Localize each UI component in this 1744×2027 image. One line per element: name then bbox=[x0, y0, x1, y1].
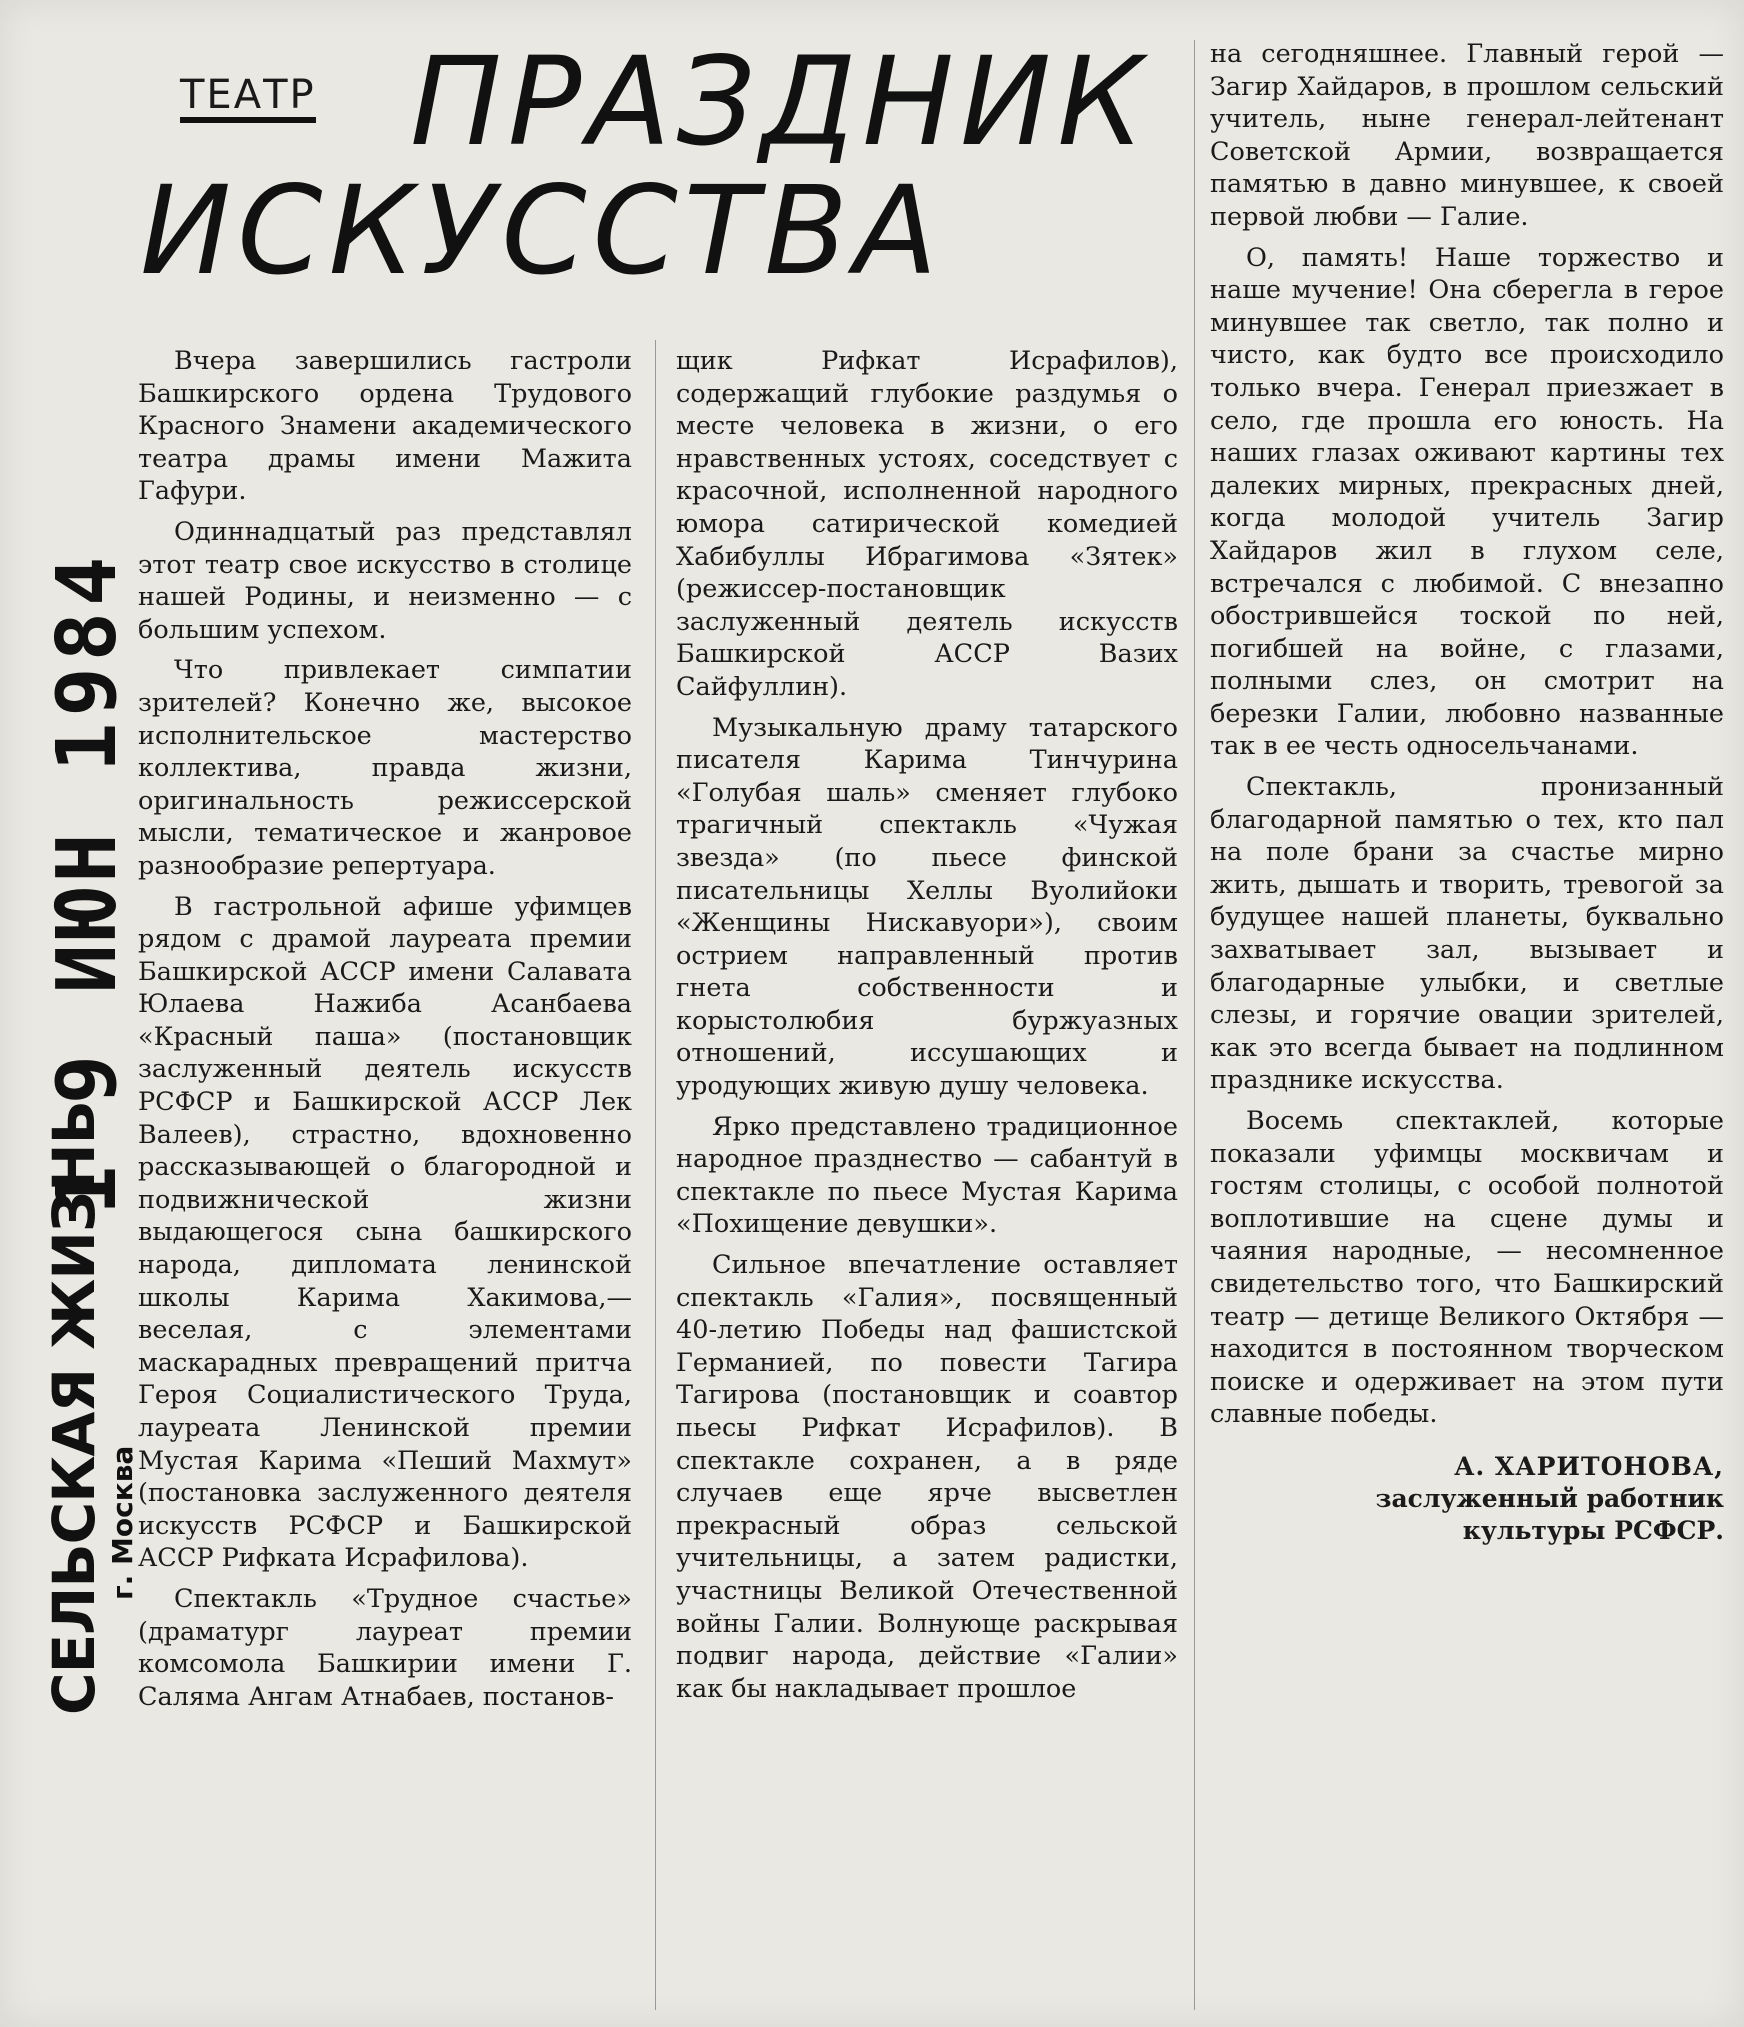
paragraph: Что привлекает симпатии зрителей? Конечно же, высокое исполнительское мастерство коллектива, правда жизни, оригинальность режиссерской мысли, тематическое и жанровое разнообразие репертуара. bbox=[138, 655, 632, 881]
paragraph: Музыкальную драму татарского писателя Карима Тинчурина «Голубая шаль» сменяет глубоко трагичный спектакль «Чужая звезда» (по пьесе финской писательницы Хеллы Вуолийоки «Женщины Нискавуори»), своим острием направленный против гнета собственности и корыстолюбия буржуазных отношений, иссушающих и уродующих живую душу человека. bbox=[676, 712, 1178, 1102]
author-title-line-2: культуры РСФСР. bbox=[1462, 1515, 1724, 1545]
paragraph: Сильное впечатление оставляет спектакль «Галия», посвященный 40-летию Победы над фашистской Германией, по повести Тагира Тагирова (постановщик и соавтор пьесы Рифкат Исрафилов). В спектакле сохранен, а в ряде случаев еще ярче высветлен прекрасный образ сельской учительницы, а затем радистки, участницы Великой Отечественной войны Галии. Волнующе раскрывая подвиг народа, действие «Галии» как бы накладывает прошлое bbox=[676, 1250, 1178, 1704]
paragraph: Ярко представлено традиционное народное празднество — сабантуй в спектакле по пьесе Мустая Карима «Похищение девушки». bbox=[676, 1111, 1178, 1240]
rubric-label: ТЕАТР bbox=[180, 75, 316, 123]
paragraph: Восемь спектаклей, которые показали уфимцы москвичам и гостям столицы, с особой полнотой воплотившие на сцене думы и чаяния народные, — несомненное свидетельство того, что Башкирский театр — детище Великого Октября — находится в постоянном творческом поиске и одерживает на этом пути славные победы. bbox=[1210, 1106, 1724, 1430]
date-stamp: 1 9 ИЮН 1984 bbox=[40, 550, 135, 1215]
article-column-1 bbox=[138, 345, 632, 1721]
headline-line-2: ИСКУССТВА bbox=[140, 160, 944, 303]
author-name: А. ХАРИТОНОВА, bbox=[1454, 1451, 1724, 1481]
paragraph: на сегодняшнее. Главный герой — Загир Хайдаров, в прошлом сельский учитель, ныне генерал-лейтенант Советской Армии, возвращается памятью в давно минувшее, к своей первой любви — Галие. bbox=[1210, 39, 1724, 232]
column-divider bbox=[1194, 40, 1195, 2010]
article-column-3 bbox=[1210, 38, 1724, 1547]
paragraph: Вчера завершились гастроли Башкирского ордена Трудового Красного Знамени академического театра драмы имени Мажита Гафури. bbox=[138, 346, 632, 507]
paragraph: Спектакль, пронизанный благодарной памятью о тех, кто пал на поле брани за счастье мирно жить, дышать и творить, тревогой за будущее нашей планеты, буквально захватывает зал, вызывает и благодарные улыбки, и светлые слезы, и горячие овации зрителей, как это всегда бывает на подлинном празднике искусства. bbox=[1210, 772, 1724, 1096]
paragraph: О, память! Наше торжество и наше мучение! Она сберегла в герое минувшее так светло, так полно и чисто, как будто все происходило только вчера. Генерал приезжает в село, где прошла его юность. На наших глазах оживают картины тех далеких мирных, прекрасных дней, когда молодой учитель Загир Хайдаров жил в глухом селе, встречался с любимой. С внезапно обострившейся тоской по ней, погибшей на войне, с глазами, полными слез, он смотрит на березки Галии, любовно названные так в ее честь односельчанами. bbox=[1210, 242, 1724, 762]
paragraph: В гастрольной афише уфимцев рядом с драмой лауреата премии Башкирской АССР имени Салавата Юлаева Нажиба Асанбаева «Красный паша» (постановщик заслуженный деятель искусств РСФСР и Башкирской АССР Лек Валеев), страстно, вдохновенно рассказывающей о благородной и подвижнической жизни выдающегося сына башкирского народа, дипломата ленинской школы Карима Хакимова,— веселая, с элементами маскарадных превращений притча Героя Социалистического Труда, лауреата Ленинской премии Мустая Карима «Пеший Махмут» (постановка заслуженного деятеля искусств РСФСР и Башкирской АССР Рифката Исрафилова). bbox=[138, 891, 632, 1574]
author-signature bbox=[1210, 1451, 1724, 1547]
headline-line-1: ПРАЗДНИК bbox=[410, 31, 1150, 173]
column-divider bbox=[655, 340, 656, 2010]
paragraph: Одиннадцатый раз представлял этот театр свое искусство в столице нашей Родины, и неизменно — с большим успехом. bbox=[138, 516, 632, 645]
city-stamp: г. Москва bbox=[106, 1445, 139, 1600]
paragraph: щик Рифкат Исрафилов), содержащий глубокие раздумья о месте человека в жизни, о его нравственных устоях, соседствует с красочной, исполненной народного юмора сатирической комедией Хабибуллы Ибрагимова «Зятек» (режиссер-постановщик заслуженный деятель искусств Башкирской АССР Вазих Сайфуллин). bbox=[676, 346, 1178, 702]
paragraph: Спектакль «Трудное счастье» (драматург лауреат премии комсомола Башкирии имени Г. Саляма Ангам Атнабаев, постанов- bbox=[138, 1583, 632, 1712]
author-title-line-1: заслуженный работник bbox=[1375, 1483, 1724, 1513]
newspaper-name-stamp: СЕЛЬСКАЯ ЖИЗНЬ bbox=[40, 1101, 108, 1715]
article-column-2 bbox=[676, 345, 1178, 1713]
